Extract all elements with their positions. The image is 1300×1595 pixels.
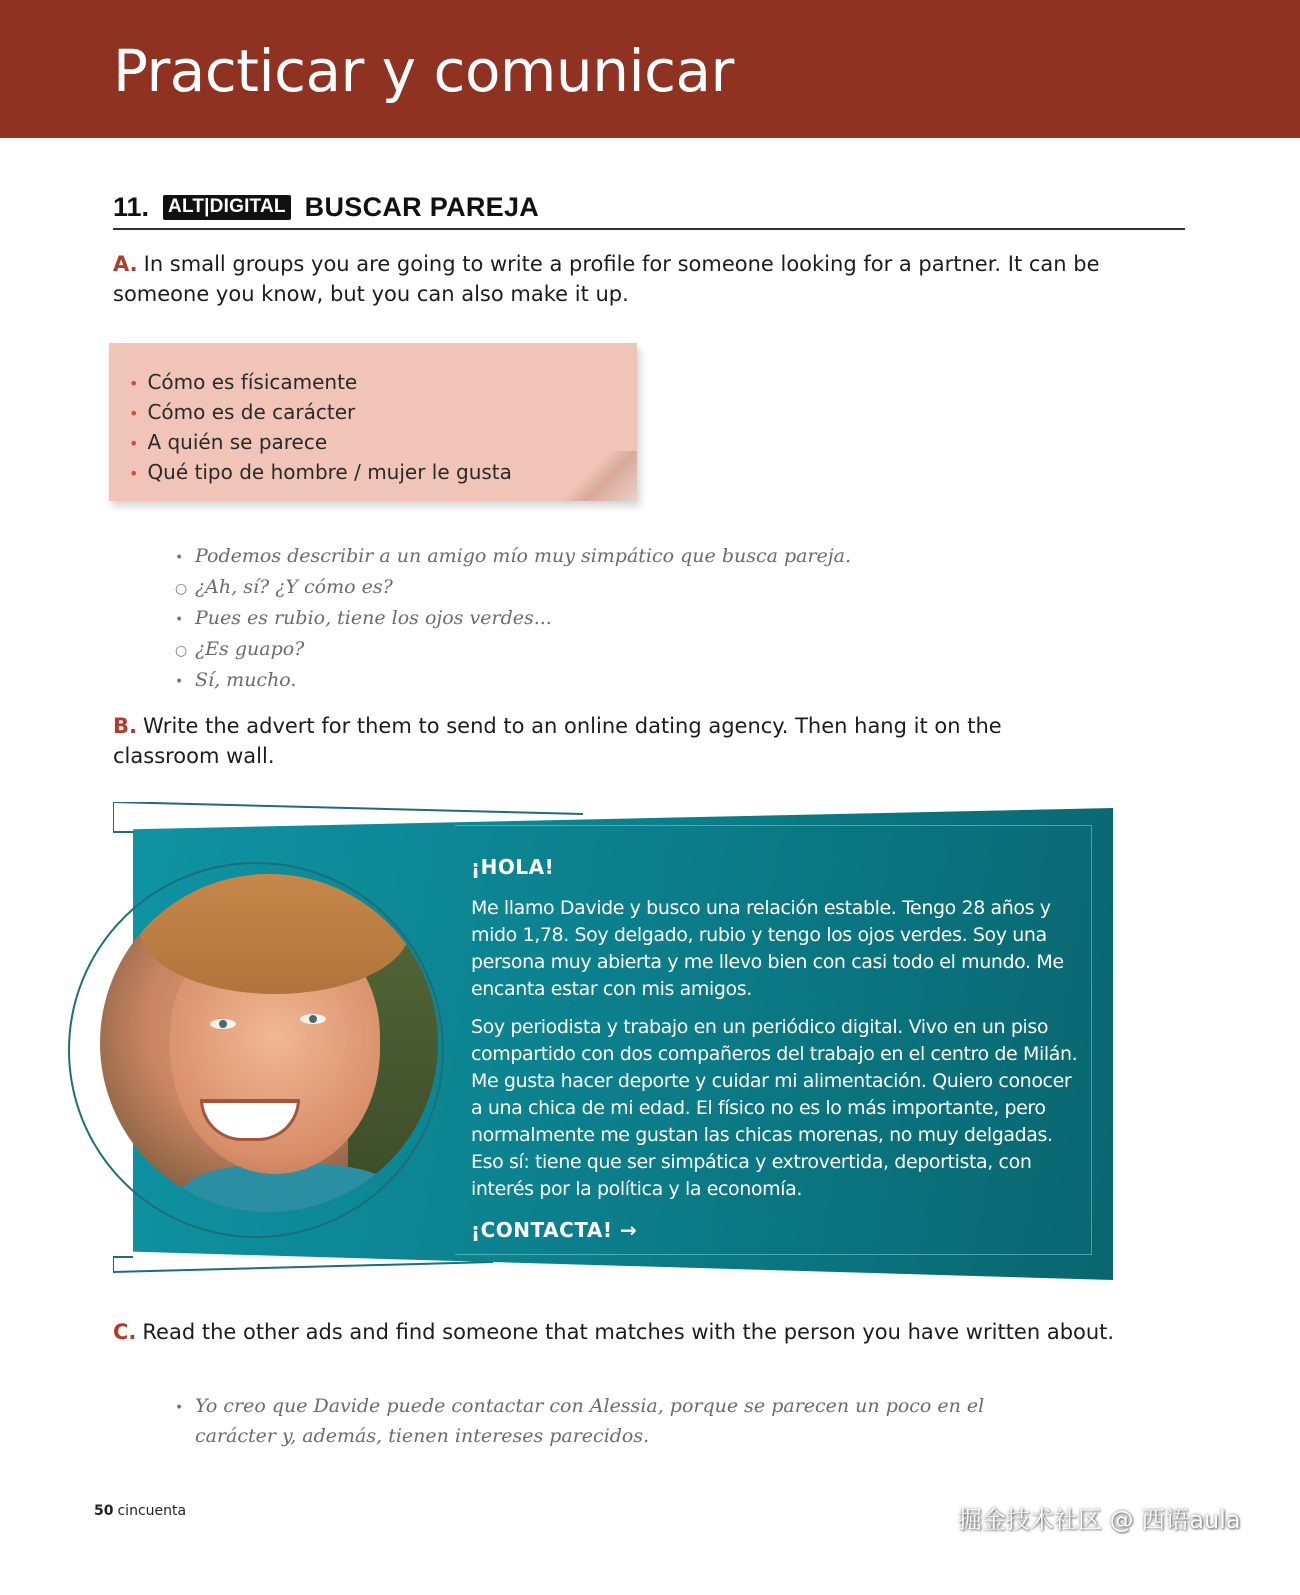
instruction-a bbox=[113, 249, 1163, 309]
dialog-line: ○ ¿Ah, sí? ¿Y cómo es? bbox=[175, 573, 851, 604]
contact-link[interactable]: ¡CONTACTA! → bbox=[471, 1218, 638, 1242]
dialog-line: • Sí, mucho. bbox=[175, 666, 851, 697]
page-footer bbox=[94, 1503, 186, 1519]
advert-paragraph-1: Me llamo Davide y busco una relación estable. Tengo 28 años y mido 1,78. Soy delgado, rubio y tengo los ojos verdes. Soy una persona muy abierta y me llevo bien con casi todo el mundo. Me encanta estar con mis amigos. bbox=[471, 897, 1064, 1000]
advert-greeting: ¡HOLA! bbox=[471, 855, 555, 879]
instruction-b-text: Write the advert for them to send to an online dating agency. Then hang it on the classroom wall. bbox=[113, 714, 1002, 768]
dialog-line: ○ ¿Es guapo? bbox=[175, 635, 851, 666]
note-item: • Qué tipo de hombre / mujer le gusta bbox=[129, 460, 512, 484]
title-rule bbox=[113, 228, 1185, 230]
instruction-a-letter: A. bbox=[113, 252, 138, 276]
exercise-name: BUSCAR PAREJA bbox=[304, 192, 540, 222]
bullet-icon: • bbox=[129, 404, 139, 423]
note-list bbox=[129, 368, 512, 488]
instruction-b-letter: B. bbox=[113, 714, 137, 738]
note-item: • Cómo es físicamente bbox=[129, 370, 358, 394]
advert-paragraph-2: Soy periodista y trabajo en un periódico digital. Vivo en un piso compartido con dos compañeros del trabajo en el centro de Milán. Me gusta hacer deporte y cuidar mi alimentación. Quiero conocer a una chica de mi edad. El físico no es lo más importante, pero normalmente me gustan las chicas morenas, no muy delgadas. Eso sí: tiene que ser simpática y extrovertida, deportista, con interés por la política y la economía. bbox=[471, 1016, 1078, 1200]
exercise-title bbox=[113, 192, 539, 223]
alt-digital-badge: ALT|DIGITAL bbox=[163, 195, 291, 220]
bullet-icon: • bbox=[129, 374, 139, 393]
speaker-marker: • bbox=[175, 674, 184, 690]
example-answer: • Yo creo que Davide puede contactar con Alessia, porque se parecen un poco en el carácter y, además, tienen intereses parecidos. bbox=[175, 1395, 985, 1447]
profile-photo bbox=[100, 874, 438, 1212]
page-number: 50 bbox=[94, 1503, 114, 1519]
page-title: Practicar y comunicar bbox=[113, 37, 734, 105]
instruction-c-letter: C. bbox=[113, 1320, 137, 1344]
exercise-number: 11. bbox=[113, 192, 150, 222]
instruction-b bbox=[113, 711, 1013, 771]
note-item: • Cómo es de carácter bbox=[129, 400, 356, 424]
note-page-curl bbox=[557, 451, 637, 501]
speaker-marker: • bbox=[175, 612, 184, 628]
dialog-line: • Pues es rubio, tiene los ojos verdes... bbox=[175, 604, 851, 635]
page-header bbox=[0, 0, 1300, 138]
speaker-marker: • bbox=[175, 1400, 184, 1416]
instruction-a-text: In small groups you are going to write a profile for someone looking for a partner. It can be someone you know, but you can also make it up. bbox=[113, 252, 1100, 306]
page-word: cincuenta bbox=[117, 1503, 187, 1519]
speaker-marker: ○ bbox=[175, 581, 188, 597]
sticky-note bbox=[109, 343, 637, 501]
bullet-icon: • bbox=[129, 434, 139, 453]
speaker-marker: • bbox=[175, 550, 184, 566]
instruction-c-text: Read the other ads and find someone that matches with the person you have written about. bbox=[142, 1320, 1115, 1344]
speaker-marker: ○ bbox=[175, 643, 188, 659]
instruction-c bbox=[113, 1317, 1123, 1347]
bullet-icon: • bbox=[129, 464, 139, 483]
dialog-line: • Podemos describir a un amigo mío muy simpático que busca pareja. bbox=[175, 542, 851, 573]
dialog-example bbox=[175, 542, 851, 697]
note-item: • A quién se parece bbox=[129, 430, 328, 454]
watermark: 掘金技术社区 @ 西语aula bbox=[958, 1506, 1241, 1534]
